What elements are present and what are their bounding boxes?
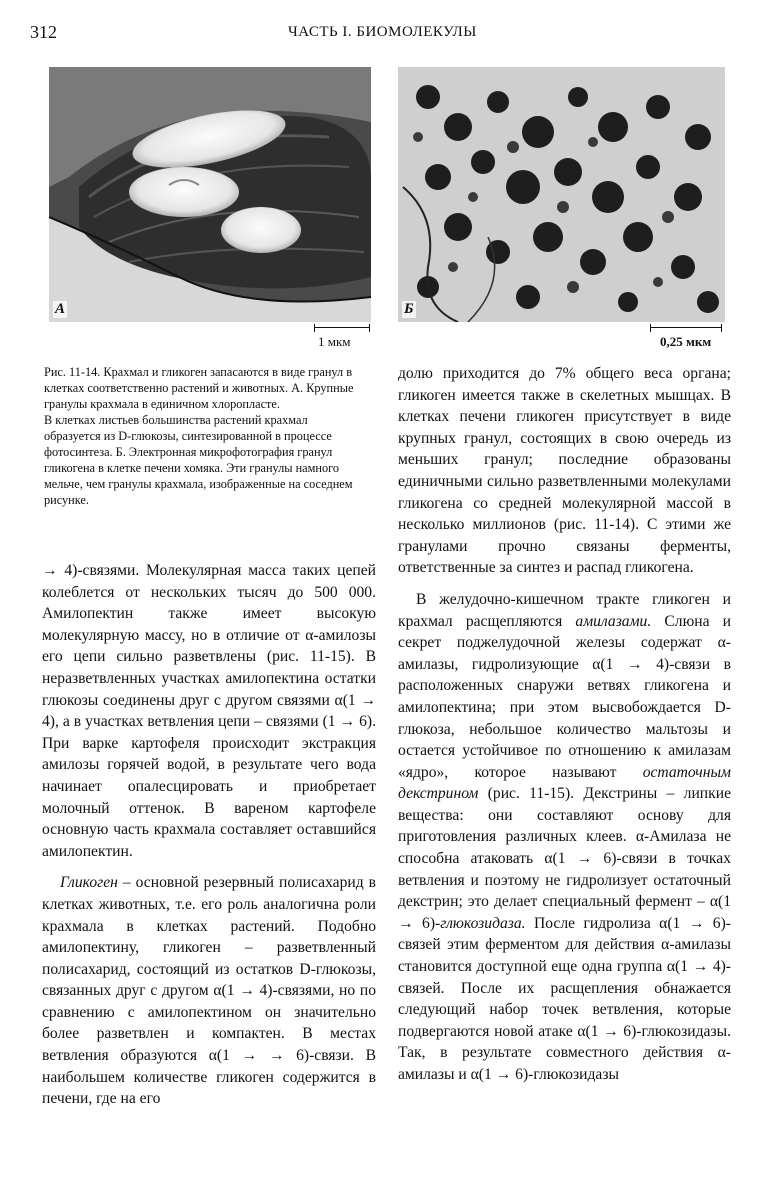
paragraph-glycogen: [42, 872, 376, 1110]
term-residual-dextrin: остаточным декстрином: [398, 763, 731, 803]
digestion-text-1: В желудочно-кишечном тракте гликоген и крахмал расщепляются: [398, 590, 731, 630]
right-column: [398, 363, 731, 1086]
scale-bar-b-label: 0,25 мкм: [660, 334, 712, 349]
left-column: [42, 560, 376, 1110]
paragraph-digestion: [398, 589, 731, 1086]
panel-b-letter: Б: [404, 301, 414, 317]
glycogen-image: [398, 67, 725, 322]
panel-a-letter: А: [55, 301, 66, 317]
paragraph-liver-glycogen: долю приходится до 7% общего веса органа; гликоген имеется также в скелетных мышцах. В клетках печени гликоген присутствует в виде крупных гранул, состоящих в свою очередь из меньших гранул; последние образованы единичными сильно разветвленными молекулами гликогена со средней молекулярной массой в несколько миллионов (рис. 11-14). С этими же гранулами прочно связаны ферменты, ответственные за синтез и распад гликогена.: [398, 365, 731, 577]
micrograph-glycogen: [398, 67, 725, 322]
term-glucosidase: глюкозидаза.: [440, 914, 526, 932]
caption-part-1: Рис. 11-14. Крахмал и гликоген запасаются в виде гранул в клетках соответственно растений и животных. А. Крупные гранулы крахмала в единичном хлоропласте.: [44, 365, 354, 411]
caption-part-2: В клетках листьев большинства растений крахмал образуется из D-глюкозы, синтезированной в процессе фотосинтеза. Б. Электронная микрофотография гранул гликогена в клетке печени хомяка. Эти гранулы намного мельче, чем гранулы крахмала, изображенные на соседнем рисунке.: [44, 413, 353, 507]
figure-caption: [44, 364, 364, 508]
paragraph-glycogen-text: – основной резервный полисахарид в клетках животных, т.е. его роль аналогична роли крахмала в клетках растений. Подобно амилопектину, гликоген – разветвленный полисахарид, состоящий из остатков D-глюкозы, связанных друг с другом α(1 → 4)-связями, но по сравнению с амилопектином он значительно более разветвлен и компактен. В местах ветвления образуются α(1 → → 6)-связи. В наибольшем количестве гликоген содержится в печени, где на его: [42, 874, 376, 1108]
term-amylases: амилазами.: [575, 612, 652, 630]
scale-bar-a-label: 1 мкм: [318, 334, 351, 349]
micrograph-chloroplast: [49, 67, 371, 322]
term-glycogen: Гликоген: [60, 874, 118, 892]
scale-bar-a: [312, 324, 372, 352]
scale-bar-a-line: [314, 324, 370, 332]
page-number: 312: [30, 22, 57, 42]
running-head: ЧАСТЬ I. БИОМОЛЕКУЛЫ: [288, 24, 477, 40]
digestion-text-2: Слюна и секрет поджелудочной железы содержат α-амилазы, гидролизующие α(1 → 4)-связи в расположенных снаружи ветвях гликогена и амилопектина; при этом высвобождается D-глюкоза, небольшое количество мальтозы и остается устойчивое по отношению к амилазам «ядро», которое называют: [398, 612, 731, 781]
paragraph-amylopectin: → 4)-связями. Молекулярная масса таких цепей колеблется от нескольких тысяч до 500 000. Амилопектин также имеет высокую молекулярную массу, но в отличие от α-амилозы его цепи сильно разветвлены (рис. 11-15). В неразветвленных участках амилопектина остатки глюкозы соединены друг с другом связями α(1 → 4), а в участках ветвления цепи – связями (1 → 6). При варке картофеля происходит экстракция амилозы горячей водой, в результате чего вода начинает опалесцировать и приобретает молочный оттенок. В вареном картофеле основную часть крахмала составляет оставшийся амилопектин.: [42, 562, 376, 860]
page-header: [30, 22, 750, 50]
digestion-text-3: (рис. 11-15). Декстрины – липкие вещества: они составляют основу для приготовления различных клеев. α-Амилаза не способна атаковать α(1 → 6)-связи в точках ветвления и поэтому не гидролизует остаточный декстрин; это делает специальный фермент – α(1 → 6)-: [398, 785, 731, 932]
scale-bar-b-line: [650, 324, 722, 332]
digestion-text-4: После гидролиза α(1 → 6)-связей этим ферментом для действия α-амилазы становится доступной еще одна группа α(1 → 4)-связей. После их расщепления обнажается следующий набор точек ветвления, которые подвергаются новой атаке α(1 → 6)-глюкозидазы. Так, в результате совместного действия α-амилазы и α(1 → 6)-глюкозидазы: [398, 914, 731, 1083]
chloroplast-image: [49, 67, 371, 322]
scale-bar-b: [650, 324, 730, 352]
